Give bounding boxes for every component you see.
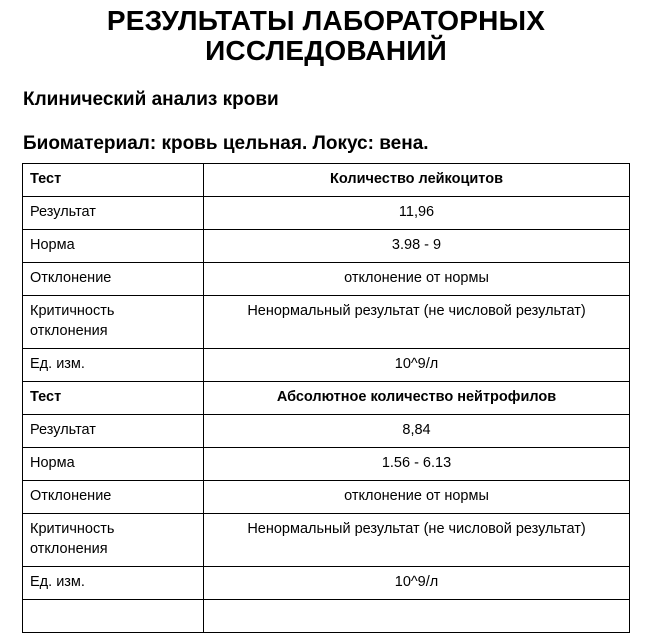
row-value: 1.56 - 6.13 [204,448,630,481]
row-label: Норма [23,448,204,481]
result-row [23,415,630,448]
row-value: Ненормальный результат (не числовой результат) [204,514,630,567]
row-value: Ненормальный результат (не числовой результат) [204,296,630,349]
row-label: Результат [23,197,204,230]
row-value: 8,84 [204,415,630,448]
unit-row [23,567,630,600]
row-label: Ед. изм. [23,567,204,600]
row-label: Критичность отклонения [23,296,204,349]
analysis-subtitle: Клинический анализ крови [23,89,279,110]
row-label: Результат [23,415,204,448]
document-title-line-1: РЕЗУЛЬТАТЫ ЛАБОРАТОРНЫХ [106,5,546,36]
deviation-row [23,481,630,514]
next-test-row-cut [23,600,630,633]
row-value: отклонение от нормы [204,263,630,296]
test-header-row [23,382,630,415]
row-label: Отклонение [23,481,204,514]
unit-row [23,349,630,382]
row-value: 10^9/л [204,349,630,382]
document-title-line-2: ИССЛЕДОВАНИЙ [205,35,447,66]
norm-row [23,230,630,263]
test-name: Количество лейкоцитов [204,164,630,197]
biomaterial-line: Биоматериал: кровь цельная. Локус: вена. [23,133,429,154]
criticality-row [23,296,630,349]
test-name: Абсолютное количество нейтрофилов [204,382,630,415]
row-value: 10^9/л [204,567,630,600]
norm-row [23,448,630,481]
row-value: 3.98 - 9 [204,230,630,263]
results-table [22,163,630,633]
row-label: Отклонение [23,263,204,296]
row-label: Критичность отклонения [23,514,204,567]
test-header-row [23,164,630,197]
row-label: Норма [23,230,204,263]
row-label: Ед. изм. [23,349,204,382]
criticality-row [23,514,630,567]
document-title [0,6,652,66]
row-value: 11,96 [204,197,630,230]
row-value: отклонение от нормы [204,481,630,514]
test-header-label: Тест [23,382,204,415]
test-header-label: Тест [23,164,204,197]
result-row [23,197,630,230]
deviation-row [23,263,630,296]
